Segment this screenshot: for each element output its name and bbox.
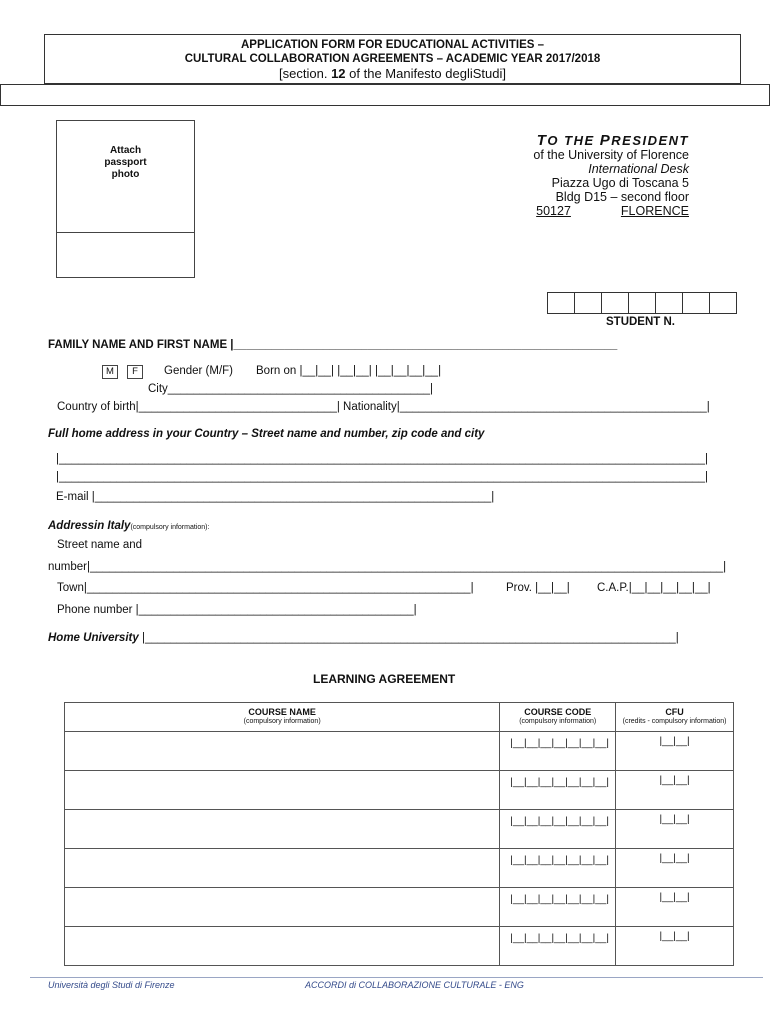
addressee-city: FLORENCE xyxy=(620,204,689,218)
passport-photo-box[interactable] xyxy=(56,120,195,278)
birth-date-field[interactable]: Born on |__|__| |__|__| |__|__|__|__| xyxy=(256,365,442,377)
gender-label: Gender (M/F) xyxy=(164,365,234,377)
student-digit-box[interactable] xyxy=(548,293,575,313)
student-digit-box[interactable] xyxy=(710,293,736,313)
title-strip xyxy=(0,84,770,106)
student-digit-box[interactable] xyxy=(629,293,656,313)
student-digit-box[interactable] xyxy=(575,293,602,313)
addressee-line-2: International Desk xyxy=(588,162,689,176)
table-row xyxy=(65,849,734,888)
course-name-cell[interactable] xyxy=(65,771,500,810)
footer-university: Università degli Studi di Firenze xyxy=(48,980,175,990)
gender-m-box[interactable]: M xyxy=(102,365,118,379)
country-nationality-field[interactable]: Country of birth|_______________________________| Nationality|________________________________________________| xyxy=(57,401,710,413)
home-address-heading: Full home address in your Country – Street name and number, zip code and city xyxy=(48,428,485,440)
cfu-cell[interactable]: |__|__| xyxy=(616,771,734,810)
addressee-line-1: of the University of Florence xyxy=(533,148,689,162)
table-header-row xyxy=(65,703,734,732)
addressee-line-4: Bldg D15 – second floor xyxy=(555,190,689,204)
addressee-title: TO THE PRESIDENT xyxy=(536,132,689,149)
cfu-cell[interactable]: |__|__| xyxy=(616,849,734,888)
course-name-header-label: COURSE NAME xyxy=(248,707,316,717)
footer-divider xyxy=(30,977,763,978)
province-field[interactable]: Prov. |__|__| xyxy=(506,582,570,594)
street-name-label: Street name and xyxy=(57,539,143,551)
town-field[interactable]: Town|____________________________________________________________| xyxy=(57,582,474,594)
form-title-line-3 xyxy=(45,66,740,81)
student-digit-box[interactable] xyxy=(683,293,710,313)
course-code-cell[interactable]: |__|__|__|__|__|__|__| xyxy=(500,888,616,927)
home-university-label: Home University xyxy=(48,632,139,644)
footer-document-name: ACCORDI di COLLABORAZIONE CULTURALE - ENG xyxy=(305,980,524,990)
course-code-cell[interactable]: |__|__|__|__|__|__|__| xyxy=(500,810,616,849)
course-name-cell[interactable] xyxy=(65,732,500,771)
course-code-header xyxy=(500,703,616,732)
italy-address-title: Addressin Italy xyxy=(48,520,131,532)
home-address-line-2[interactable]: |_____________________________________________________________________________________________________| xyxy=(56,471,708,483)
italy-address-note: (compulsory information): xyxy=(130,524,210,531)
course-code-cell[interactable]: |__|__|__|__|__|__|__| xyxy=(500,927,616,966)
gender-f-box[interactable]: F xyxy=(127,365,143,379)
photo-label-2: passport xyxy=(104,157,147,168)
photo-instruction xyxy=(57,145,194,181)
form-title-line-1: APPLICATION FORM FOR EDUCATIONAL ACTIVITIES – xyxy=(240,39,545,51)
student-digit-box[interactable] xyxy=(602,293,629,313)
student-number-label: STUDENT N. xyxy=(606,316,675,328)
course-name-cell[interactable] xyxy=(65,849,500,888)
cfu-cell[interactable]: |__|__| xyxy=(616,810,734,849)
cfu-cell[interactable]: |__|__| xyxy=(616,927,734,966)
phone-field[interactable]: Phone number |___________________________________________| xyxy=(57,604,417,616)
photo-divider xyxy=(57,232,194,233)
home-university-field[interactable] xyxy=(48,632,679,644)
birth-city-field[interactable]: City_________________________________________| xyxy=(148,383,434,395)
section-suffix: of the Manifesto degliStudi] xyxy=(345,66,506,81)
course-code-header-note: (compulsory information) xyxy=(519,718,597,725)
form-title-line-2: CULTURAL COLLABORATION AGREEMENTS – ACADEMIC YEAR 2017/2018 xyxy=(184,53,601,65)
cfu-header-label: CFU xyxy=(665,707,684,717)
course-name-header-note: (compulsory information) xyxy=(243,718,321,725)
form-title-box xyxy=(44,34,741,84)
course-code-header-label: COURSE CODE xyxy=(524,707,592,717)
course-name-cell[interactable] xyxy=(65,810,500,849)
learning-agreement-table xyxy=(64,702,734,966)
course-name-header xyxy=(65,703,500,732)
email-field[interactable]: E-mail |______________________________________________________________| xyxy=(56,491,495,503)
section-number: 12 xyxy=(331,66,346,81)
addressee-city-line xyxy=(533,204,689,218)
photo-label-1: Attach xyxy=(109,145,142,156)
course-code-cell[interactable]: |__|__|__|__|__|__|__| xyxy=(500,849,616,888)
italy-address-heading xyxy=(48,520,209,532)
home-university-line: |___________________________________________________________________________________| xyxy=(138,632,679,644)
course-code-cell[interactable]: |__|__|__|__|__|__|__| xyxy=(500,732,616,771)
cfu-header-note: (credits - compulsory information) xyxy=(622,718,727,725)
table-row xyxy=(65,771,734,810)
addressee-block xyxy=(533,134,689,218)
table-row xyxy=(65,927,734,966)
course-name-cell[interactable] xyxy=(65,888,500,927)
student-digit-box[interactable] xyxy=(656,293,683,313)
course-code-cell[interactable]: |__|__|__|__|__|__|__| xyxy=(500,771,616,810)
addressee-postcode: 50127 xyxy=(536,204,571,218)
section-prefix: [section. xyxy=(279,66,332,81)
table-row xyxy=(65,810,734,849)
family-name-field[interactable]: FAMILY NAME AND FIRST NAME |____________________________________________________________ xyxy=(48,339,618,351)
table-row xyxy=(65,888,734,927)
cfu-cell[interactable]: |__|__| xyxy=(616,732,734,771)
addressee-line-3: Piazza Ugo di Toscana 5 xyxy=(551,176,689,190)
student-number-input[interactable] xyxy=(547,292,737,314)
cfu-cell[interactable]: |__|__| xyxy=(616,888,734,927)
learning-agreement-title: LEARNING AGREEMENT xyxy=(313,672,456,686)
cap-field[interactable]: C.A.P.|__|__|__|__|__| xyxy=(597,582,711,594)
table-row xyxy=(65,732,734,771)
photo-label-3: photo xyxy=(111,169,140,180)
street-number-field[interactable]: number|___________________________________________________________________________________________________| xyxy=(48,561,727,573)
home-address-line-1[interactable]: |_____________________________________________________________________________________________________| xyxy=(56,453,708,465)
course-name-cell[interactable] xyxy=(65,927,500,966)
cfu-header xyxy=(616,703,734,732)
